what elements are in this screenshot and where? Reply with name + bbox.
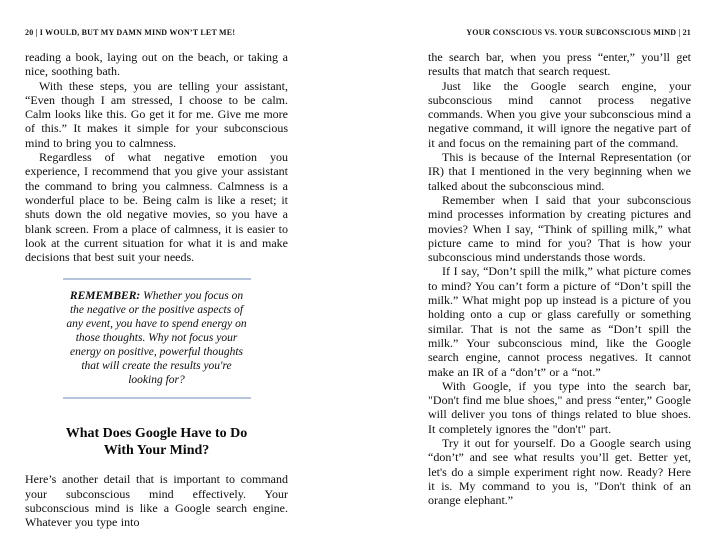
right-page <box>428 28 691 508</box>
paragraph: Here’s another detail that is important to command your subconscious mind effectively. Your subconscious mind is like a Google search engine. Whatever you type into <box>25 472 288 530</box>
paragraph: Regardless of what negative emotion you experience, I recommend that you give your assistant the command to bring you calmness. Calmness is a wonderful place to be. Being calm is like a reset; it shuts down the old negative movies, so you have a blank screen. From a place of calmness, it is easier to look at the current situation for what it is and make decisions that best suit your needs. <box>25 150 288 265</box>
paragraph: This is because of the Internal Representation (or IR) that I mentioned in the very beginning when we talked about the subconscious mind. <box>428 150 691 193</box>
paragraph: If I say, “Don’t spill the milk,” what picture comes to mind? You can’t form a picture of “Don’t spill the milk.” What might pop up instead is a picture of you holding onto a cup or glass carefully or something similar. That is not the same as “Don’t spill the milk.” Your subconscious mind, like the Google search engine, cannot process negatives. It cannot make an IR of a “don’t” or a “not.” <box>428 264 691 379</box>
paragraph: With these steps, you are telling your assistant, “Even though I am stressed, I choose to be calm. Calm looks like this. Go get it for me. Give me more of this.” It makes it simple for your subconscious mind to bring you to calmness. <box>25 78 288 150</box>
left-page <box>25 28 288 530</box>
paragraph: the search bar, when you press “enter,” you’ll get results that match that search request. <box>428 50 691 79</box>
section-heading-line2: With Your Mind? <box>103 443 210 459</box>
paragraph: Remember when I said that your subconscious mind processes information by creating pictures and movies? When I say, “Think of spilling milk,” what picture came to mind for you? That is how your subconscious mind understands those words. <box>428 192 691 265</box>
remember-callout <box>63 278 251 399</box>
left-running-head: 20 | I WOULD, BUT MY DAMN MIND WON’T LET ME! <box>25 28 236 37</box>
paragraph: With Google, if you type into the search bar, "Don't find me blue shoes," and press “enter,” Google will deliver you tons of things related to blue shoes. It completely ignores the "don't" part. <box>428 378 691 436</box>
section-heading-line1: What Does Google Have to Do <box>65 426 248 442</box>
remember-label: REMEMBER: <box>69 290 141 303</box>
paragraph: reading a book, laying out on the beach, or taking a nice, soothing bath. <box>25 50 288 79</box>
remember-text <box>65 289 249 387</box>
paragraph: Try it out for yourself. Do a Google search using “don’t” and see what results you’ll get. Better yet, let's do a simple experiment right now. Ready? Here it is. My command to you is, "Don't think of an orange elephant.” <box>428 436 691 508</box>
paragraph: Just like the Google search engine, your subconscious mind cannot process negative commands. When you give your subconscious mind a negative command, it will ignore the negative part of it and focus on the remaining part of the command. <box>428 78 691 150</box>
remember-body: Whether you focus on the negative or the positive aspects of any event, you have to spend energy on those thoughts. Why not focus your energy on positive, powerful thoughts that will create the results you're looking for? <box>66 290 247 387</box>
section-heading <box>25 425 288 459</box>
right-running-head: YOUR CONSCIOUS VS. YOUR SUBCONSCIOUS MIND | 21 <box>466 28 691 37</box>
